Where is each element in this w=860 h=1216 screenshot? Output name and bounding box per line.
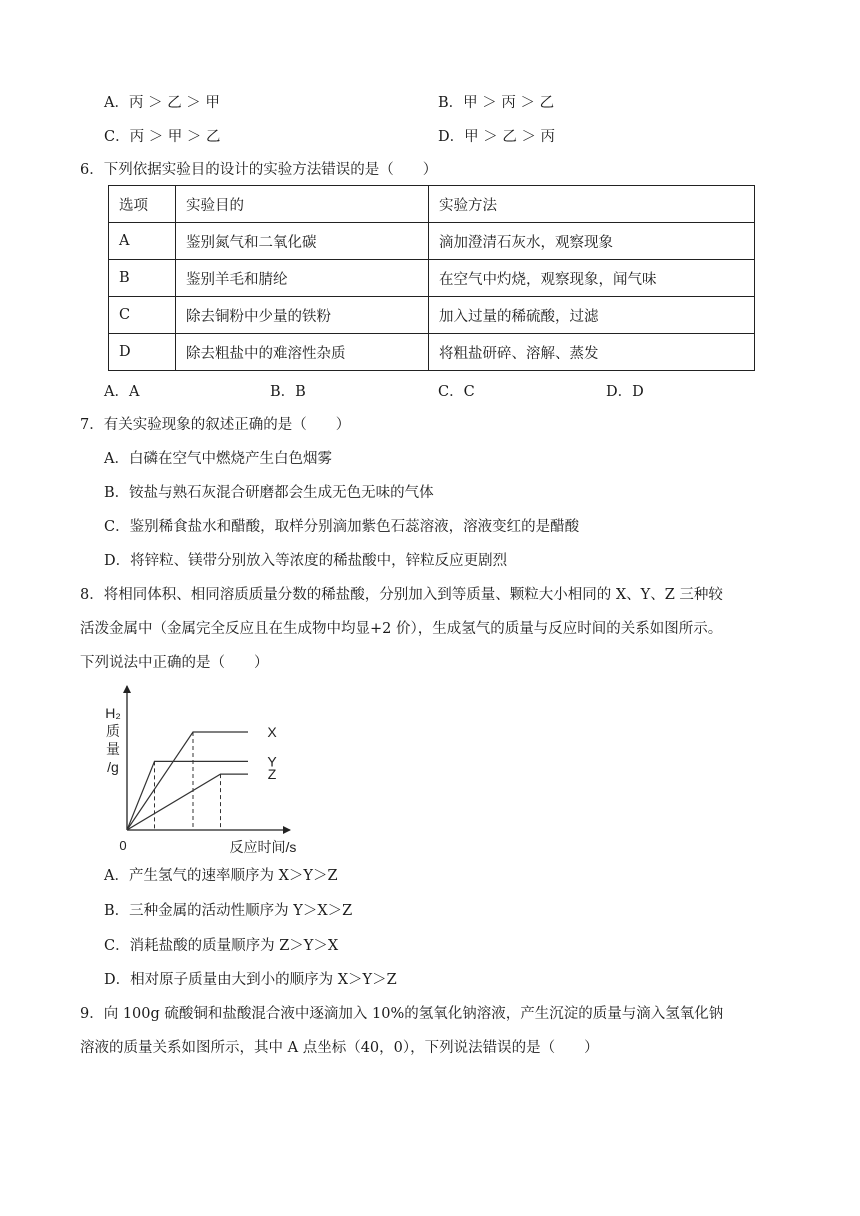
y-axis-label-part: 量: [106, 741, 120, 757]
x-axis-label: 反应时间/s: [229, 839, 297, 855]
q7-option-a: A．白磷在空气中燃烧产生白色烟雾: [104, 451, 332, 467]
q7-stem: 7．有关实验现象的叙述正确的是（ ）: [80, 417, 351, 433]
q8-option-d: D．相对原子质量由大到小的顺序为 X＞Y＞Z: [104, 972, 397, 988]
q5-option-c: C．丙 ＞ 甲 ＞ 乙: [104, 129, 221, 145]
table-row: [109, 334, 755, 371]
series-label-y: Y: [267, 753, 277, 770]
q7-option-d: D．将锌粒、镁带分别放入等浓度的稀盐酸中，锌粒反应更剧烈: [104, 553, 508, 569]
y-axis-label-part: H₂: [105, 705, 121, 721]
y-axis-label: [105, 705, 121, 775]
table-header-row: [109, 186, 755, 223]
q9-stem-line-1: 9．向 100g 硫酸铜和盐酸混合液中逐滴加入 10%的氢氧化钠溶液，产生沉淀的质量与滴入氢氧化钠: [80, 1006, 724, 1022]
q6-experiment-table: [108, 185, 755, 371]
table-header-cell: 实验方法: [429, 186, 755, 223]
table-cell: 加入过量的稀硫酸，过滤: [429, 297, 755, 334]
q7-option-b: B．铵盐与熟石灰混合研磨都会生成无色无味的气体: [104, 485, 434, 501]
q6-option-c: C．C: [438, 384, 475, 400]
q7-option-c: C．鉴别稀食盐水和醋酸，取样分别滴加紫色石蕊溶液，溶液变红的是醋酸: [104, 519, 580, 535]
table-cell: 在空气中灼烧，观察现象，闻气味: [429, 260, 755, 297]
table-cell: 将粗盐研碎、溶解、蒸发: [429, 334, 755, 371]
table-cell: 除去粗盐中的难溶性杂质: [176, 334, 429, 371]
table-cell: D: [109, 334, 176, 371]
table-header-cell: 实验目的: [176, 186, 429, 223]
y-axis-label-part: /g: [107, 759, 119, 775]
q6-option-d: D．D: [606, 384, 644, 400]
table-cell: A: [109, 223, 176, 260]
q8-option-c: C．消耗盐酸的质量顺序为 Z＞Y＞X: [104, 938, 339, 954]
origin-label: 0: [119, 838, 127, 853]
table-row: [109, 297, 755, 334]
q8-stem-line-3: 下列说法中正确的是（ ）: [80, 655, 269, 671]
table-header-cell: 选项: [109, 186, 176, 223]
q5-option-b: B．甲 ＞ 丙 ＞ 乙: [438, 95, 555, 111]
q5-option-d: D．甲 ＞ 乙 ＞ 丙: [438, 129, 556, 145]
q9-stem-line-2: 溶液的质量关系如图所示，其中 A 点坐标（40，0），下列说法错误的是（ ）: [80, 1040, 599, 1056]
q8-stem-line-1: 8．将相同体积、相同溶质质量分数的稀盐酸，分别加入到等质量、颗粒大小相同的 X、Y、Z 三种较: [80, 587, 723, 603]
table-cell: 鉴别氮气和二氧化碳: [176, 223, 429, 260]
series-label-x: X: [267, 724, 277, 740]
q6-option-b: B．B: [270, 384, 306, 400]
hydrogen-mass-time-chart: [95, 680, 305, 860]
q8-option-a: A．产生氢气的速率顺序为 X＞Y＞Z: [104, 868, 338, 884]
q6-option-a: A．A: [104, 384, 140, 400]
series-line-x: [127, 732, 248, 830]
series-label-z: Z: [267, 766, 277, 783]
table-cell: 滴加澄清石灰水，观察现象: [429, 223, 755, 260]
q8-stem-line-2: 活泼金属中（金属完全反应且在生成物中均显+2 价），生成氢气的质量与反应时间的关系如图所示。: [80, 621, 723, 637]
table-row: [109, 223, 755, 260]
y-axis-label-part: 质: [106, 723, 120, 739]
q5-option-a: A．丙 ＞ 乙 ＞ 甲: [104, 95, 220, 111]
table-row: [109, 260, 755, 297]
table-cell: 除去铜粉中少量的铁粉: [176, 297, 429, 334]
table-cell: C: [109, 297, 176, 334]
table-cell: B: [109, 260, 176, 297]
q8-option-b: B．三种金属的活动性顺序为 Y＞X＞Z: [104, 903, 353, 919]
q6-stem: 6．下列依据实验目的设计的实验方法错误的是（ ）: [80, 162, 438, 178]
table-cell: 鉴别羊毛和腈纶: [176, 260, 429, 297]
